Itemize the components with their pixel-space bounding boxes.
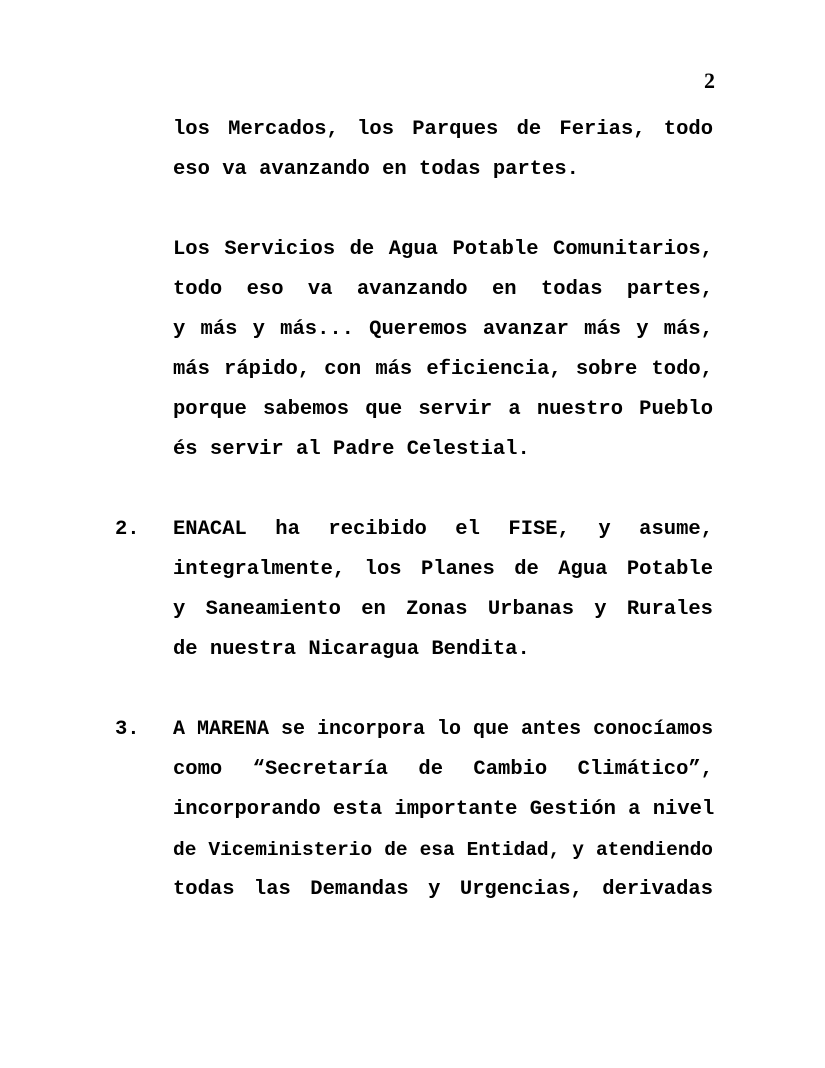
paragraph-2-line-5: porque sabemos que servir a nuestro Pueblo xyxy=(173,398,713,421)
list-item-3-line-4: de Viceministerio de esa Entidad, y atendiendo xyxy=(173,839,713,861)
list-item-2-line-1: ENACAL ha recibido el FISE, y asume, xyxy=(173,518,713,541)
list-item-3-line-2: como “Secretaría de Cambio Climático”, xyxy=(173,758,713,781)
list-item-3-number: 3. xyxy=(115,718,140,741)
paragraph-2-line-4: más rápido, con más eficiencia, sobre todo, xyxy=(173,358,713,381)
list-item-2-line-3: y Saneamiento en Zonas Urbanas y Rurales xyxy=(173,598,713,621)
list-item-2-line-4: de nuestra Nicaragua Bendita. xyxy=(173,638,530,661)
paragraph-2-line-1: Los Servicios de Agua Potable Comunitarios, xyxy=(173,238,713,261)
paragraph-2-line-3: y más y más... Queremos avanzar más y más, xyxy=(173,318,713,341)
page-number: 2 xyxy=(704,68,715,93)
list-item-2-line-2: integralmente, los Planes de Agua Potable xyxy=(173,558,713,581)
list-item-3-line-3: incorporando esta importante Gestión a nivel xyxy=(173,798,715,821)
paragraph-2-line-6: és servir al Padre Celestial. xyxy=(173,438,530,461)
list-item-3-line-5: todas las Demandas y Urgencias, derivadas xyxy=(173,878,713,901)
list-item-3-line-1: A MARENA se incorpora lo que antes conocíamos xyxy=(173,718,714,741)
paragraph-1-line-2: eso va avanzando en todas partes. xyxy=(173,158,579,181)
paragraph-1-line-1: los Mercados, los Parques de Ferias, todo xyxy=(173,118,713,141)
list-item-2-number: 2. xyxy=(115,518,140,541)
paragraph-2-line-2: todo eso va avanzando en todas partes, xyxy=(173,278,713,301)
